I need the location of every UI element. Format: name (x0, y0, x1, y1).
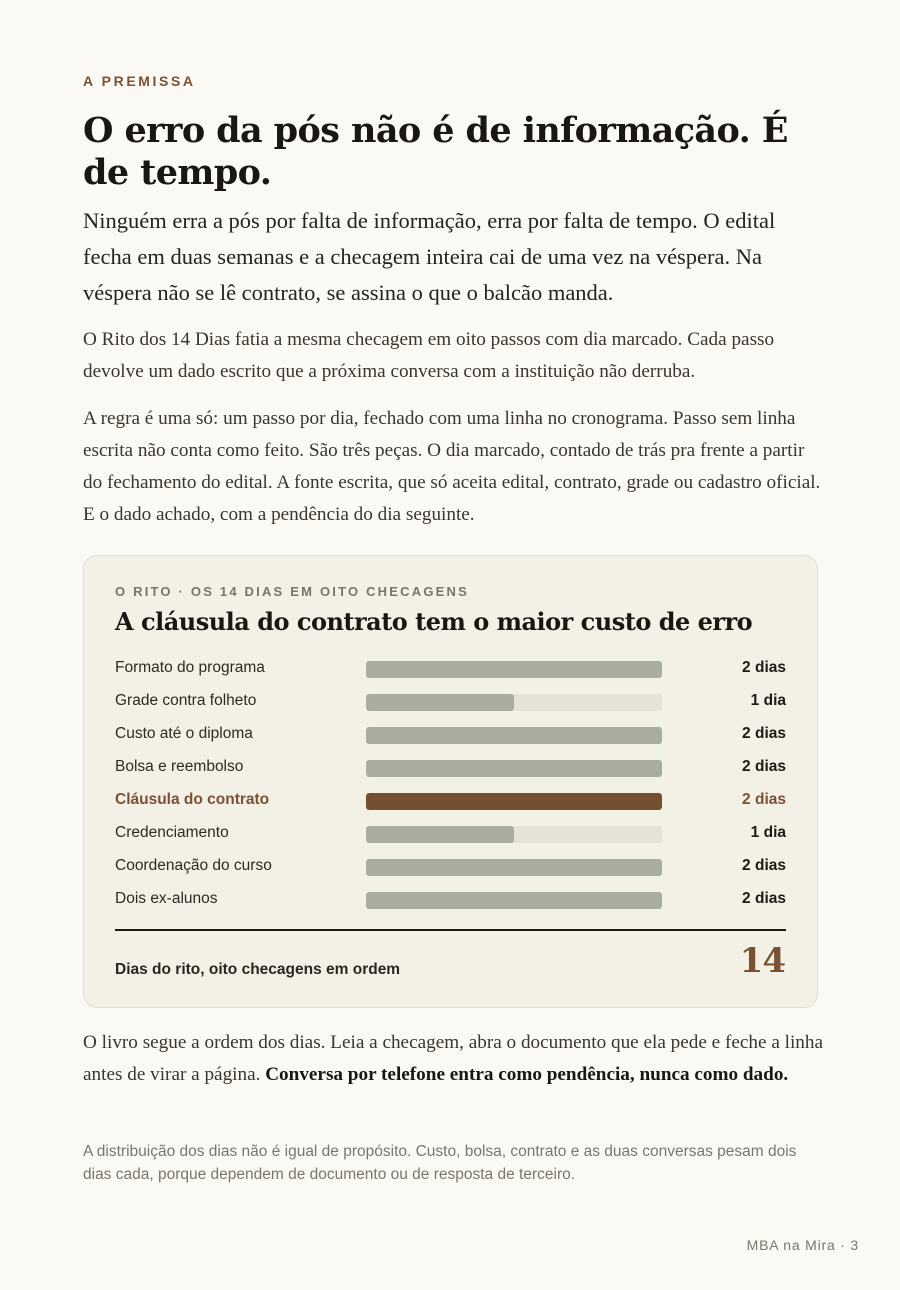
chart-bar-row (115, 884, 786, 917)
body-paragraph-1: O Rito dos 14 Dias fatia a mesma checagem em oito passos com dia marcado. Cada passo devolve um dado escrito que a próxima conversa com a instituição não derruba. (83, 329, 775, 382)
body-paragraph-3-text: O livro segue a ordem dos dias. Leia a checagem, abra o documento que ela pede e feche a linha antes de virar a página. (83, 1032, 823, 1085)
chart-bar-row (115, 851, 786, 884)
chart-value-label: 2 dias (742, 659, 786, 676)
chart-bar (366, 859, 662, 876)
chart-total-label: Dias do rito, oito checagens em ordem (115, 961, 401, 978)
chart-category-label: Custo até o diploma (115, 725, 253, 742)
chart-category-label: Cláusula do contrato (115, 791, 270, 808)
chart-category-label: Coordenação do curso (115, 857, 272, 874)
page-title: O erro da pós não é de informação. É de tempo. (83, 110, 788, 193)
body-paragraph-2: A regra é uma só: um passo por dia, fechado com uma linha no cronograma. Passo sem linha escrita não conta como feito. São três peças. O dia marcado, contado de trás pra frente a partir do fechamento do edital. A fonte escrita, que só aceita edital, contrato, grade ou cadastro oficial. E o dado achado, com a pendência do dia seguinte. (83, 408, 821, 525)
chart-bar-row (115, 686, 786, 719)
chart-bar-track (366, 859, 662, 876)
chart-value-label: 1 dia (750, 692, 786, 709)
chart-bar-track (366, 760, 662, 777)
chart-bar (366, 892, 662, 909)
section-eyebrow: A PREMISSA (83, 73, 196, 89)
chart-category-label: Grade contra folheto (115, 692, 257, 709)
footnote: A distribuição dos dias não é igual de propósito. Custo, bolsa, contrato e as duas conversas pesam dois dias cada, porque dependem de documento ou de resposta de terceiro. (83, 1143, 797, 1183)
chart-eyebrow: O RITO · OS 14 DIAS EM OITO CHECAGENS (115, 584, 469, 599)
chart-value-label: 2 dias (742, 725, 786, 742)
chart-bar-track (366, 694, 662, 711)
chart-title: A cláusula do contrato tem o maior custo de erro (115, 607, 753, 636)
chart-rows (115, 653, 786, 917)
chart-bar (366, 760, 662, 777)
chart-bar-track (366, 826, 662, 843)
chart-bar-track (366, 727, 662, 744)
chart-bar (366, 793, 662, 810)
chart-bar-row (115, 719, 786, 752)
chart-bar (366, 661, 662, 678)
chart-category-label: Dois ex-alunos (115, 890, 218, 907)
chart-bar-row (115, 653, 786, 686)
chart-bar (366, 694, 514, 711)
chart-bar-row (115, 818, 786, 851)
chart-category-label: Bolsa e reembolso (115, 758, 244, 775)
chart-total-value: 14 (739, 941, 785, 981)
chart-value-label: 2 dias (742, 890, 786, 907)
body-paragraph-3-emphasis: Conversa por telefone entra como pendência, nunca como dado. (265, 1064, 789, 1085)
chart-bar-track (366, 892, 662, 909)
lead-paragraph: Ninguém erra a pós por falta de informação, erra por falta de tempo. O edital fecha em duas semanas e a checagem inteira cai de uma vez na véspera. Na véspera não se lê contrato, se assina o que o balcão manda. (83, 208, 776, 305)
page-footer: MBA na Mira · 3 (746, 1237, 859, 1253)
chart-divider (115, 929, 786, 931)
chart-value-label: 1 dia (750, 824, 786, 841)
chart-category-label: Credenciamento (115, 824, 229, 841)
chart-value-label: 2 dias (742, 857, 786, 874)
chart-category-label: Formato do programa (115, 659, 265, 676)
chart-bar-row (115, 785, 786, 818)
chart-bar-row (115, 752, 786, 785)
chart-value-label: 2 dias (742, 758, 786, 775)
body-paragraph-3 (83, 1027, 823, 1091)
chart-bar (366, 826, 514, 843)
chart-value-label: 2 dias (742, 791, 786, 808)
chart-bar-track (366, 661, 662, 678)
chart-card (83, 555, 818, 1008)
chart-bar (366, 727, 662, 744)
chart-bar-track (366, 793, 662, 810)
